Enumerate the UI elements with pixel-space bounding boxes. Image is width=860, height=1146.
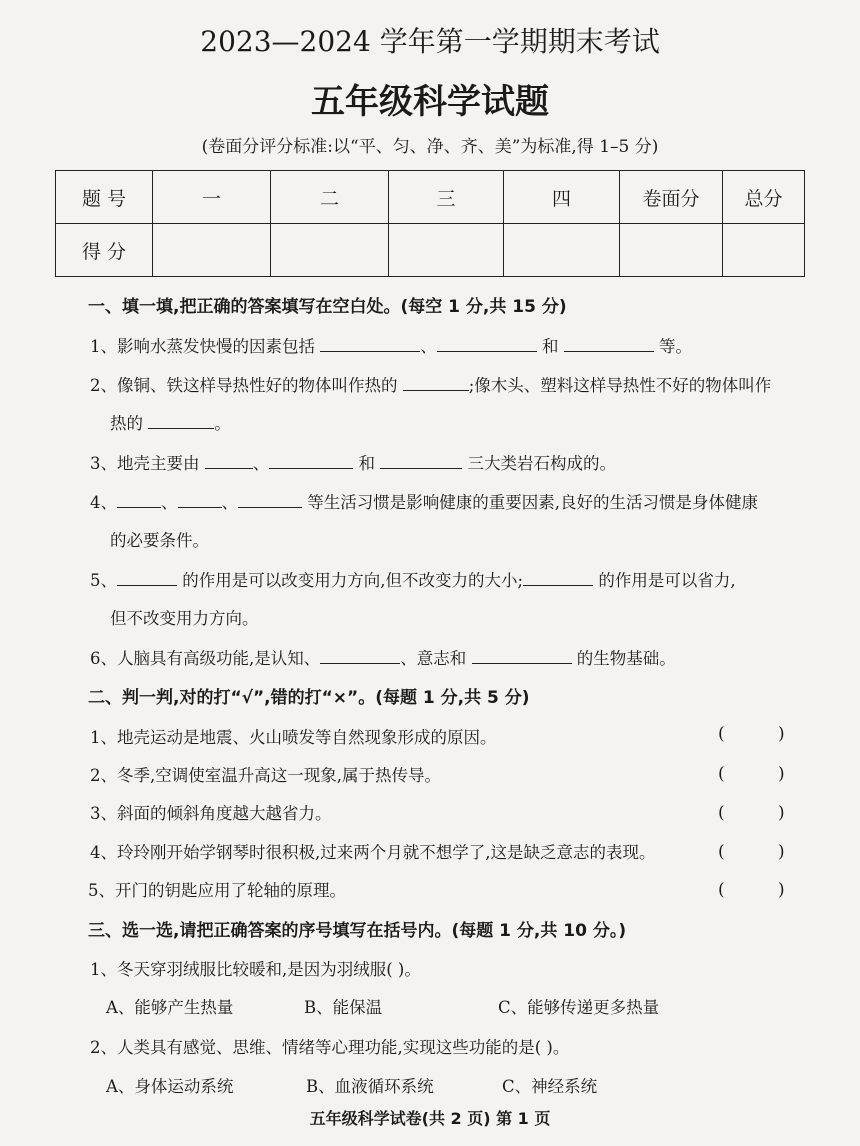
fill-question-5-cont: 但不改变用力方向。 <box>110 609 259 628</box>
exam-subtitle: 五年级科学试题 <box>311 82 549 122</box>
answer-paren-close: ) <box>778 842 785 862</box>
choice-question-2: 2、人类具有感觉、思维、情绪等心理功能,实现这些功能的是( )。 <box>90 1038 570 1057</box>
choice-option-a: A、身体运动系统 <box>106 1077 234 1096</box>
answer-blank <box>437 334 537 352</box>
score-entry <box>504 224 620 277</box>
fill-question-4-cont: 的必要条件。 <box>110 531 209 550</box>
answer-blank <box>205 451 253 469</box>
answer-blank <box>269 451 353 469</box>
choice-option-a: A、能够产生热量 <box>106 998 234 1017</box>
section-judge-title: 二、判一判,对的打“√”,错的打“×”。(每题 1 分,共 5 分) <box>88 688 530 708</box>
score-cell: 题 号 <box>56 171 153 224</box>
score-table-score-row <box>56 224 805 277</box>
score-entry <box>389 224 504 277</box>
section-choice-title: 三、选一选,请把正确答案的序号填写在括号内。(每题 1 分,共 10 分。) <box>88 921 627 941</box>
score-table <box>55 170 805 277</box>
score-cell: 卷面分 <box>620 171 723 224</box>
score-cell: 二 <box>271 171 389 224</box>
fill-question-4: 4、 、 、 等生活习惯是影响健康的重要因素,良好的生活习惯是身体健康 <box>90 489 758 513</box>
answer-blank <box>117 568 177 586</box>
score-cell: 四 <box>504 171 620 224</box>
choice-option-b: B、能保温 <box>304 998 383 1017</box>
answer-blank <box>380 451 462 469</box>
answer-paren-open: ( <box>718 842 725 862</box>
fill-question-2: 2、像铜、铁这样导热性好的物体叫作热的 ;像木头、塑料这样导热性不好的物体叫作 <box>90 372 771 396</box>
answer-blank <box>403 373 469 391</box>
answer-blank <box>178 490 222 508</box>
score-cell: 三 <box>389 171 504 224</box>
judge-question-4: 4、玲玲刚开始学钢琴时很积极,过来两个月就不想学了,这是缺乏意志的表现。 <box>90 843 656 862</box>
score-entry <box>620 224 723 277</box>
answer-blank <box>238 490 302 508</box>
section-fill-title: 一、填一填,把正确的答案填写在空白处。(每空 1 分,共 15 分) <box>88 297 567 317</box>
answer-paren-close: ) <box>778 803 785 823</box>
judge-question-5: 5、开门的钥匙应用了轮轴的原理。 <box>88 881 346 900</box>
answer-blank <box>148 411 214 429</box>
fill-question-1: 1、影响水蒸发快慢的因素包括 、 和 等。 <box>90 333 692 357</box>
score-entry <box>153 224 271 277</box>
answer-blank <box>472 646 572 664</box>
fill-question-3: 3、地壳主要由 、 和 三大类岩石构成的。 <box>90 450 616 474</box>
score-row-label: 得 分 <box>56 224 153 277</box>
exam-title: 2023—2024 学年第一学期期末考试 <box>200 25 660 58</box>
score-table-header-row <box>56 171 805 224</box>
judge-question-2: 2、冬季,空调使室温升高这一现象,属于热传导。 <box>90 766 441 785</box>
fill-question-2-cont: 热的 。 <box>110 410 231 434</box>
judge-question-1: 1、地壳运动是地震、火山喷发等自然现象形成的原因。 <box>90 728 497 747</box>
answer-blank <box>117 490 161 508</box>
choice-question-1: 1、冬天穿羽绒服比较暖和,是因为羽绒服( )。 <box>90 960 421 979</box>
choice-option-b: B、血液循环系统 <box>306 1077 434 1096</box>
fill-question-6: 6、人脑具有高级功能,是认知、 、意志和 的生物基础。 <box>90 645 676 669</box>
answer-paren-close: ) <box>778 880 785 900</box>
answer-paren-close: ) <box>778 764 785 784</box>
score-entry <box>271 224 389 277</box>
answer-blank <box>320 334 420 352</box>
score-cell: 总分 <box>723 171 805 224</box>
answer-paren-close: ) <box>778 724 785 744</box>
answer-paren-open: ( <box>718 803 725 823</box>
choice-option-c: C、能够传递更多热量 <box>498 998 660 1017</box>
fill-question-5: 5、 的作用是可以改变用力方向,但不改变力的大小; 的作用是可以省力, <box>90 567 736 591</box>
score-cell: 一 <box>153 171 271 224</box>
scoring-note: (卷面分评分标准:以“平、匀、净、齐、美”为标准,得 1–5 分) <box>201 137 659 157</box>
answer-paren-open: ( <box>718 764 725 784</box>
answer-blank <box>564 334 654 352</box>
answer-paren-open: ( <box>718 880 725 900</box>
page-footer: 五年级科学试卷(共 2 页) 第 1 页 <box>309 1109 551 1128</box>
choice-option-c: C、神经系统 <box>502 1077 598 1096</box>
score-entry <box>723 224 805 277</box>
answer-blank <box>523 568 593 586</box>
judge-question-3: 3、斜面的倾斜角度越大越省力。 <box>90 804 332 823</box>
answer-paren-open: ( <box>718 724 725 744</box>
answer-blank <box>320 646 400 664</box>
